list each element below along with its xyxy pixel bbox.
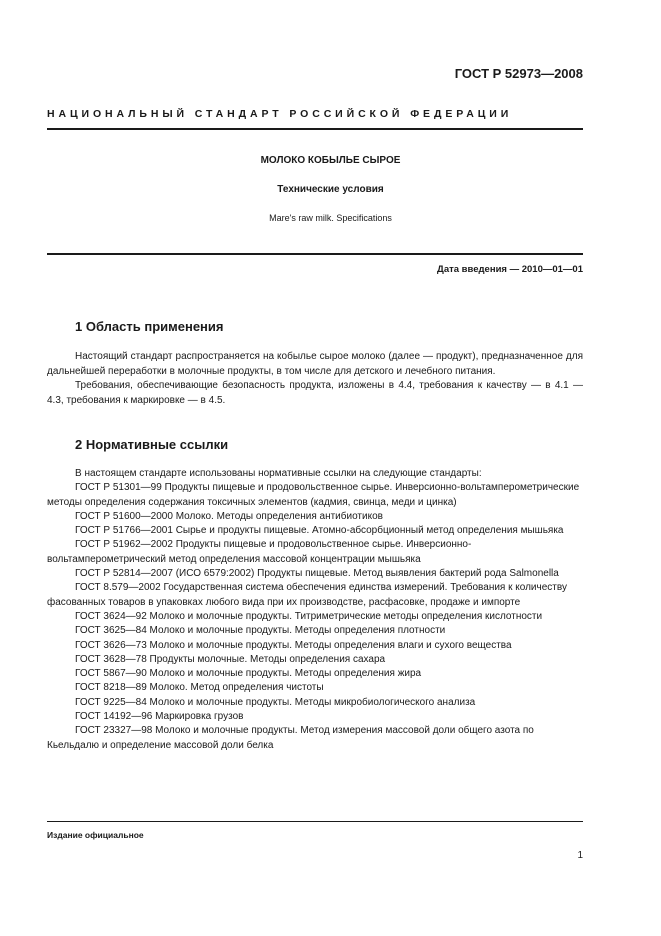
section-1-paragraph: Настоящий стандарт распространяется на кобылье сырое молоко (далее — продукт), предназначенное для дальнейшей переработки в молочные продукты, в том числе для детского и лечебного питания. <box>47 351 583 377</box>
reference-item: ГОСТ 8.579—2002 Государственная система обеспечения единства измерений. Требования к количеству фасованных товаров в упаковках любого вида при их производстве, расфасовке, продаже и импорте <box>47 582 567 608</box>
reference-item: ГОСТ Р 51600—2000 Молоко. Методы определения антибиотиков <box>75 510 383 522</box>
reference-item: ГОСТ 3626—73 Молоко и молочные продукты. Методы определения влаги и сухого вещества <box>75 639 512 651</box>
reference-item: ГОСТ 8218—89 Молоко. Метод определения чистоты <box>75 682 324 694</box>
standard-subtitle: Технические условия <box>277 184 384 195</box>
standard-title: МОЛОКО КОБЫЛЬЕ СЫРОЕ <box>260 155 401 166</box>
reference-item: ГОСТ 3624—92 Молоко и молочные продукты. Титриметрические методы определения кислотности <box>75 610 543 622</box>
references-intro: В настоящем стандарте использованы нормативные ссылки на следующие стандарты: <box>75 468 482 479</box>
title-rule <box>47 253 583 255</box>
reference-item: ГОСТ 3625—84 Молоко и молочные продукты. Методы определения плотности <box>75 625 446 637</box>
reference-item: ГОСТ Р 51962—2002 Продукты пищевые и продовольственное сырье. Инверсионно-вольтамперометрический метод определения массовой концентрации мышьяка <box>47 539 472 565</box>
section-1-body <box>47 350 583 408</box>
reference-item: ГОСТ 3628—78 Продукты молочные. Методы определения сахара <box>75 653 386 665</box>
page-number: 1 <box>577 850 583 861</box>
reference-item: ГОСТ 9225—84 Молоко и молочные продукты. Методы микробиологического анализа <box>75 696 476 708</box>
section-1-heading: 1 Область применения <box>75 319 224 334</box>
reference-item: ГОСТ Р 51766—2001 Сырье и продукты пищевые. Атомно-абсорбционный метод определения мышьяка <box>75 525 564 537</box>
reference-item: ГОСТ 14192—96 Маркировка грузов <box>75 711 244 723</box>
header-rule <box>47 128 583 130</box>
normative-references-list <box>47 467 583 753</box>
national-standard-title: НАЦИОНАЛЬНЫЙ СТАНДАРТ РОССИЙСКОЙ ФЕДЕРАЦИИ <box>47 108 513 120</box>
edition-label: Издание официальное <box>47 830 144 840</box>
document-number: ГОСТ Р 52973—2008 <box>454 66 583 81</box>
footer-rule <box>47 821 583 822</box>
english-title: Mare's raw milk. Specifications <box>269 213 392 223</box>
reference-item: ГОСТ 23327—98 Молоко и молочные продукты. Метод измерения массовой доли общего азота по Кьельдалю и определение массовой доли белка <box>47 725 534 751</box>
section-1-paragraph: Требования, обеспечивающие безопасность продукта, изложены в 4.4, требования к качеству — в 4.1 — 4.3, требования к маркировке — в 4.5. <box>47 380 583 406</box>
reference-item: ГОСТ 5867—90 Молоко и молочные продукты. Методы определения жира <box>75 668 422 680</box>
section-2-heading: 2 Нормативные ссылки <box>75 437 229 452</box>
reference-item: ГОСТ Р 52814—2007 (ИСО 6579:2002) Продукты пищевые. Метод выявления бактерий рода Salmonella <box>75 568 559 580</box>
introduction-date: Дата введения — 2010—01—01 <box>437 264 583 275</box>
reference-item: ГОСТ Р 51301—99 Продукты пищевые и продовольственное сырье. Инверсионно-вольтамперометрические методы определения содержания токсичных элементов (кадмия, свинца, меди и цинка) <box>47 482 580 508</box>
